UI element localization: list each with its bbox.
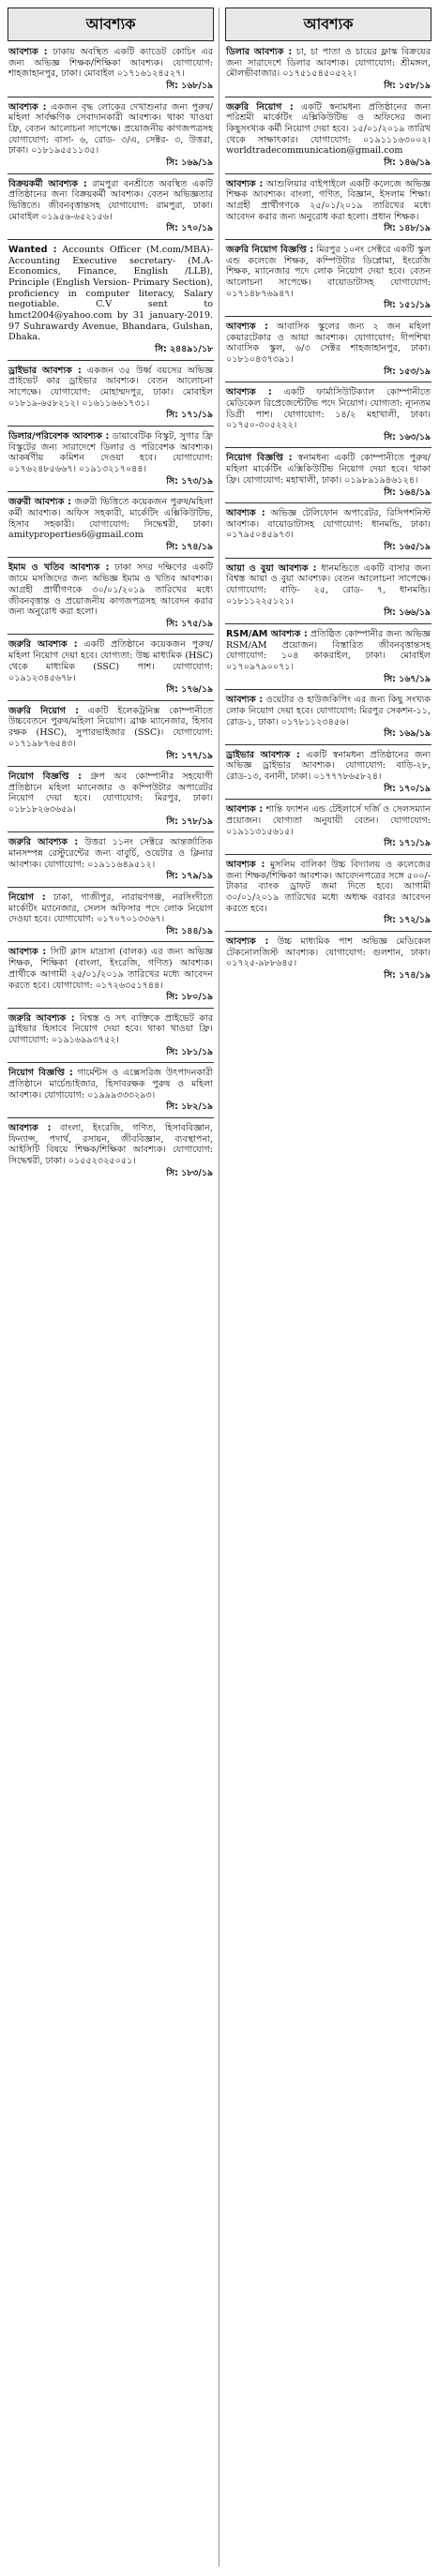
ad-code: সি: ১৭৪/১৯ [166, 542, 213, 553]
ad-separator [225, 173, 431, 174]
ad-text: আবাসিক স্কুলের জন্য ২ জন মহিলা কেয়ারটেকার ও আয়া আবশ্যক। যোগাযোগ: দীপশিখা আবাসিক স্কুল, ৬/৩ সেক্টর শাহজাহানপুর, ঢাকা। ০১৮১০৪৩৭৩৯১। [226, 321, 431, 365]
classified-ad [225, 804, 431, 850]
classified-ad [225, 695, 431, 741]
left-ad-list [8, 47, 214, 1179]
ad-text: চা, চা পাতা ও চায়ের ফ্লাস্ক বিক্রয়ের জন্য সারাদেশে ডিলার আবশ্যক। যোগাযোগ: শ্রীমঙ্গল, মৌলভীবাজার। ০১৭৫১৫৪৫০৫২২। [226, 47, 431, 80]
ad-separator [8, 1062, 214, 1063]
ad-body [226, 102, 431, 157]
classifieds-page [8, 7, 431, 2567]
ad-body [226, 179, 431, 223]
classified-ad [8, 47, 214, 93]
ad-separator [8, 831, 214, 832]
ad-separator [225, 558, 431, 559]
ad-body [226, 453, 431, 486]
ad-code: সি: ১৭০/১৯ [166, 223, 213, 234]
ad-code: সি: ১৬৪/১৯ [384, 487, 431, 498]
classified-ad [8, 1068, 214, 1114]
classified-ad [8, 245, 214, 356]
classified-ad [8, 497, 214, 553]
ad-code: সি: ১৬৭/১৯ [384, 673, 431, 684]
classified-ad [225, 563, 431, 620]
ad-code: সি: ১৪৮/১৯ [384, 223, 431, 234]
ad-separator [8, 941, 214, 942]
ad-text: ওয়েটার ও হাউজকিপিং এর জন্য কিছু সংখ্যক লোক নিয়োগ দেয়া হবে। যোগাযোগ: মিরপুর সেকশন-১১, রোড-১, ঢাকা। ০১৭৮১১২৩৪৫৬। [226, 695, 431, 727]
right-column [225, 7, 431, 981]
ad-separator [8, 887, 214, 888]
ad-body [8, 837, 213, 870]
ad-code: সি: ১৪৪/১৯ [166, 926, 213, 936]
ad-body [226, 322, 431, 366]
ad-keyword: আবশ্যক : [226, 936, 269, 947]
ad-separator [8, 360, 214, 361]
ad-keyword: আয়া ও বুয়া আবশ্যক : [226, 562, 317, 574]
ad-text: উচ্চ মাধ্যমিক পাশ অভিজ্ঞ মেডিকেল টেকনোলজিস্ট আবশ্যক। যোগাযোগ: গুলশান, ঢাকা। ০১৭২৫-৯৮৮৬৪৫। [226, 936, 431, 969]
ad-text: একটি ফার্মাসিউটিক্যাল কোম্পানীতে মেডিকেল রিপ্রেজেন্টেটিভ পদে নিয়োগ। যোগ্যতা: ন্যূনতম ডিগ্রী পাশ। যোগাযোগ: ১৪/২ মহাখালী, ঢাকা। ০১৭৫০-৩০৫২২২। [226, 387, 431, 431]
ad-code: সি: ১৭৯/১৯ [166, 871, 213, 882]
classified-ad [8, 431, 214, 487]
ad-body [226, 860, 431, 915]
ad-separator [225, 799, 431, 800]
ad-keyword: আবশ্যক : [8, 101, 47, 112]
ad-code: সি: ১৭২/১৯ [384, 915, 431, 926]
ad-body [8, 179, 213, 223]
ad-keyword: জরুরি নিয়োগ বিজ্ঞপ্তি : [226, 244, 314, 255]
ad-separator [8, 700, 214, 701]
classified-ad [225, 47, 431, 93]
ad-code: সি: ১৭৮/১৯ [166, 816, 213, 827]
ad-separator [8, 173, 214, 174]
ad-body [226, 245, 431, 300]
ad-text: গ্রুপ অব কোম্পানীর সহযোগী প্রতিষ্ঠানে মহিলা ম্যানেজার ও কম্পিউটার অপারেটর নিয়োগ দেয়া হবে। যোগাযোগ: মিরপুর, ঢাকা। ০১৮১৮২৬৩৬৫৯। [8, 771, 213, 816]
ad-code: সি: ১৮১/১৯ [166, 1046, 213, 1057]
ad-body [8, 562, 213, 618]
ad-body [8, 892, 213, 925]
ad-separator [8, 634, 214, 635]
classified-ad [8, 366, 214, 422]
ad-separator [225, 239, 431, 240]
ad-text: শান্তি ফ্যাশন এন্ড টেইলার্সে দর্জি ও সেলসম্যান প্রয়োজন। যোগ্যতা অনুযায়ী বেতন। যোগাযোগ: ০১৯১১৩১৫৬১৫। [226, 804, 431, 837]
ad-code: সি: ১৭৭/১৯ [166, 750, 213, 761]
ad-keyword: আবশ্যক : [226, 321, 268, 332]
ad-text: একটি ইলেকট্রনিক্স কোম্পানীতে উচ্চবেতনে পুরুষ/মহিলা নিয়োগ। ব্রাঞ্চ ম্যানেজার, হিসাব রক্ষক (HSC), সুপারভাইজার (SSC)। যোগাযোগ: ০১৭১৯৮৭৬৫৪৩। [8, 705, 213, 749]
ad-body [8, 245, 213, 343]
ad-keyword: আবশ্যক : [226, 859, 265, 870]
ad-keyword: ইমাম ও খতিব আবশ্যক : [8, 562, 110, 574]
classified-ad [8, 179, 214, 235]
ad-separator [225, 502, 431, 503]
ad-body [226, 387, 431, 431]
ad-separator [225, 744, 431, 745]
ad-code: সি: ১৬৮/১৯ [166, 81, 213, 92]
ad-keyword: জরুরি নিয়োগ : [226, 101, 294, 112]
classified-ad [225, 936, 431, 982]
ad-text: বিশ্বস্ত ও সৎ ব্যক্তিকে প্রাইভেট কার ড্রাইভার হিসাবে নিয়োগ দেয়া হবে। থাকা খাওয়া ফ্রি। যোগাযোগ: ০১৯১৬৯৯৩৭৫২। [8, 1012, 213, 1046]
ad-separator [225, 316, 431, 317]
ad-separator [8, 426, 214, 427]
ad-keyword: আবশ্যক : [226, 804, 264, 816]
classified-ad [8, 947, 214, 1003]
ad-text: ঢাকা সদর দক্ষিণের একটি জামে মসজিদের জন্য অভিজ্ঞ ইমাম ও খতিব আবশ্যক। আগ্রহী প্রার্থীগণকে ৩০/০১/২০১৯ তারিখের মধ্যে জীবনবৃত্তান্ত ও প্রয়োজনীয় কাগজপত্রসহ আবেদন করার জন্য অনুরোধ করা হলো। [8, 562, 214, 618]
ad-code: সি: ১৭৫/১৯ [166, 619, 213, 629]
classified-ad [225, 179, 431, 235]
classified-ad [225, 102, 431, 170]
classified-ad [8, 1013, 214, 1059]
ad-text: মিরপুর ১০নং সেক্টরে একটি স্কুল এন্ড কলেজে শিক্ষক, কম্পিউটার ডিপ্লোমা, ইংরেজি শিক্ষক, ম্যানেজার পদে লোক নিয়োগ দেয়া হবে। বেতন আলোচনা সাপেক্ষে। বায়োডাটাসহ যোগাযোগ: ০১৭১৪৮৭৬৯৪৭। [226, 244, 431, 299]
classified-ad [225, 322, 431, 378]
ad-text: ঢাকায় অবস্থিত একটি ক্যাডেট কোচিং এর জন্য অভিজ্ঞ শিক্ষক/শিক্ষিকা আবশ্যক। যোগাযোগ: শাহজাহানপুর, ঢাকা। মোবাইল ০১৭১৬১২৪৫২৭। [8, 47, 213, 80]
ad-code: সি: ১৮০/১৯ [166, 992, 213, 1003]
ad-text: একটি স্বনামধন্য প্রতিষ্ঠানের জন্য অভিজ্ঞ ড্রাইভার আবশ্যক। যোগাযোগ: বাড়ি-২৮, রোড-১৩, বনানী, ঢাকা। ০১৭৭৭৮৬৫৮২৪। [226, 749, 431, 783]
ad-keyword: আবশ্যক : [8, 47, 48, 57]
ad-separator [225, 854, 431, 855]
classified-ad [8, 1123, 214, 1179]
ad-keyword: নিয়োগ বিজ্ঞপ্তি : [226, 453, 293, 464]
ad-body [226, 563, 431, 607]
ad-code: সি: ১৫৩/১৯ [384, 366, 431, 377]
ad-keyword: ডিলার/পরিবেশক আবশ্যক : [8, 430, 110, 442]
ad-separator [8, 239, 214, 240]
ad-body [8, 639, 213, 683]
ad-text: ধানমন্ডিতে একটি বাসার জন্য বিশ্বস্ত আয়া ও বুয়া আবশ্যক। বেতন আলোচনা সাপেক্ষে। যোগাযোগ: বাড়ি- ২৫, রোড- ৭, ধানমন্ডি। ০১৮১১২২৫১২১। [226, 562, 431, 607]
ad-text: আশুলিয়ার বাইপাইলে একটি কলেজে অভিজ্ঞ শিক্ষক আবশ্যক। বাংলা, গণিত, বিজ্ঞান, ইসলাম শিক্ষা। আগ্রহী প্রার্থীগণকে ২৫/০১/২০১৯ তারিখের মধ্যে আবেদন করার জন্য অনুরোধ করা হলো। প্রধান শিক্ষক। [226, 178, 431, 222]
ad-text: Accounts Officer (M.com/MBA)-Accounting Executive secretary- (M.A-Economics, Finance, English /LLB), Principle (English Version- Primary Section), proficiency in computer literacy, Salary negotiable. C.V sent to hmct2004@yahoo.com by 31 january-2019. 97 Suhrawardy Avenue, Bhandara, Gulshan, Dhaka. [8, 244, 213, 343]
ad-separator [8, 1008, 214, 1009]
ad-keyword: Wanted : [8, 244, 57, 255]
ad-code: সি: ১৭১/১৯ [384, 838, 431, 849]
ad-keyword: আবশ্যক : [226, 387, 272, 398]
ad-body [8, 497, 213, 541]
ad-separator [8, 1117, 214, 1118]
classified-ad [8, 706, 214, 762]
ad-text: একটি স্বনামধন্য প্রতিষ্ঠানের জন্য পরিশ্রমী মার্কেটিং এক্সিকিউটিভ ও অফিসের জন্য কিছুসংখ্যক কর্মী নিয়োগ দেয়া হবে। ১৫/০১/২০১৯ তারিখ থেকে সাক্ষাৎকার। যোগাযোগ: ০১৯১১১৬৩০০২। worldtradecommunication@gmail.com [226, 101, 431, 157]
left-column-header: আবশ্যক [8, 7, 214, 41]
classified-ad [8, 892, 214, 938]
ad-body [8, 947, 213, 991]
right-ad-list [225, 47, 431, 981]
ad-keyword: নিয়োগ : [8, 891, 46, 903]
column-divider [219, 7, 220, 2567]
classified-ad [8, 562, 214, 630]
ad-body [226, 47, 431, 80]
classified-ad [225, 629, 431, 685]
ad-text: একজন ৩৫ উর্ধ্ব বয়সের অভিজ্ঞ প্রাইভেট কার ড্রাইভার আবশ্যক। বেতন আলোচনা সাপেক্ষে। যোগাযোগ: মোহাম্মদপুর, ঢাকা। মোবাইল ০১৮১৯-৬৫৮২১২। ০১৬১১৬৬১৭৩১। [8, 365, 213, 409]
ad-keyword: জরুরি আবশ্যক : [8, 837, 79, 848]
ad-code: সি: ১৪৬/১৯ [384, 157, 431, 169]
ad-code: সি: ১৬৩/১৯ [384, 431, 431, 442]
ad-code: সি: ১৭৪/১৯ [384, 969, 431, 981]
classified-ad [8, 837, 214, 883]
ad-body [8, 102, 213, 157]
ad-code: সি: ১৬৯/১৯ [384, 728, 431, 740]
classified-ad [225, 508, 431, 554]
ad-body [226, 750, 431, 783]
ad-body [8, 47, 213, 80]
ad-text: গার্মেন্টস ও এক্সেসরিজ উৎপাদনকারী প্রতিষ্ঠানে মার্চেন্ডাইজার, হিসাবরক্ষক পুরুষ ও মহিলা আবশ্যক। যোগাযোগ: ০১৯৯৯৩৩৩২৯৩। [8, 1068, 213, 1101]
ad-keyword: আবশ্যক : [226, 695, 264, 706]
classified-ad [8, 639, 214, 696]
ad-keyword: আবশ্যক : [8, 1122, 52, 1133]
ad-separator [8, 766, 214, 767]
ad-separator [8, 557, 214, 558]
ad-separator [225, 447, 431, 448]
ad-body [226, 695, 431, 727]
ad-keyword: জরুরী আবশ্যক : [8, 497, 71, 508]
ad-keyword: আবশ্যক : [226, 178, 264, 189]
ad-keyword: RSM/AM আবশ্যক : [226, 628, 308, 639]
ad-text: একজন বৃদ্ধ লোকের দেখাশুনার জন্য পুরুষ/মহিলা সার্বক্ষণিক সেবাদানকারী আবশ্যক। থাকা খাওয়া ফ্রি, বেতন আলোচনা সাপেক্ষে। প্রয়োজনীয় কাগজপত্রসহ যোগাযোগ: বাসা- ৬, রোড- ৩/এ, সেক্টর- ৩, উত্তরা, ঢাকা। ০১৮১৯৫৫১১৩৫। [8, 101, 213, 157]
ad-body [8, 771, 213, 816]
ad-code: সি: ১৮২/১৯ [166, 1101, 213, 1113]
ad-code: সি: ১৫৮/১৯ [384, 81, 431, 92]
classified-ad [8, 102, 214, 170]
classified-ad [225, 387, 431, 443]
ad-body [8, 1013, 213, 1046]
ad-text: স্বনামধন্য একটি কোম্পানীতে পুরুষ/মহিলা মার্কেটিং এক্সিকিউটিভ নিয়োগ দেয়া হবে। থাকা ফ্রি। যোগাযোগ: মহাখালী, ঢাকা। ০১৯৮৯১৯৪৬১২৪। [226, 453, 431, 486]
ad-code: সি: ১৬৬/১৯ [384, 607, 431, 619]
classified-ad [225, 860, 431, 927]
ad-keyword: ডিলার আবশ্যক : [226, 47, 293, 57]
ad-text: মুসলিম বালিকা উচ্চ বিদ্যালয় ও কলেজের জন্য শিক্ষক/শিক্ষিকা আবশ্যক। আবেদনপত্রের সঙ্গে ৫০০/- টাকার ব্যাংক ড্রাফট জমা দিতে হবে। আগামী ৩০/০১/২০১৯ তারিখের মধ্যে অধ্যক্ষ বরাবর আবেদন করতে হবে। [226, 859, 431, 914]
ad-body [8, 706, 213, 750]
ad-separator [225, 689, 431, 690]
ad-keyword: জরুরি আবশ্যক : [8, 1012, 75, 1024]
ad-keyword: নিয়োগ বিজ্ঞপ্তি : [8, 771, 82, 783]
ad-separator [8, 491, 214, 492]
ad-code: সি: ১৭০/১৯ [384, 783, 431, 794]
classified-ad [8, 771, 214, 828]
ad-code: সি: ১৬৫/১৯ [384, 542, 431, 553]
classified-ad [225, 453, 431, 499]
ad-body [8, 1068, 213, 1101]
ad-code: সি: ১৬৯/১৯ [166, 157, 213, 169]
ad-body [226, 629, 431, 673]
ad-body [8, 366, 213, 410]
ad-keyword: নিয়োগ বিজ্ঞপ্তি : [8, 1068, 73, 1079]
ad-text: ঢাকা, গাজীপুর, নারায়ণগঞ্জ, নরসিংদীতে মার্কেটিং ম্যানেজার, সেলস অফিসার পদে লোক নিয়োগ দেওয়া হবে। যোগাযোগ: ০১৭০৭০১৩৩৬৭। [8, 891, 213, 925]
ad-body [226, 508, 431, 541]
ad-code: সি: ২৪৪৯১/১৮ [155, 344, 213, 355]
ad-keyword: ড্রাইভার আবশ্যক : [226, 749, 300, 760]
ad-body [226, 936, 431, 969]
classified-ad [225, 245, 431, 312]
ad-code: সি: ১৫১/১৯ [384, 300, 431, 311]
ad-code: সি: ১৭৩/১৯ [166, 475, 213, 487]
ad-body [8, 431, 213, 475]
ad-keyword: জরুরি আবশ্যক : [8, 639, 78, 651]
right-column-header: আবশ্যক [225, 7, 431, 41]
ad-keyword: আবশ্যক : [226, 507, 265, 518]
ad-text: ডায়াবেটিক বিস্কুট, সুগার ফ্রি বিস্কুটের জন্য সারাদেশে ডিলার ও পরিবেশক আবশ্যক। আকর্ষণীয় কমিশন দেওয়া হবে। যোগাযোগ: ০১৭৬২৪৮৫৬৬৭। ০১৯১৩২১৭০৪৪। [8, 430, 213, 475]
ad-separator [225, 623, 431, 624]
ad-text: প্রতিষ্ঠিত কোম্পানীর জন্য অভিজ্ঞ RSM/AM প্রয়োজন। বিস্তারিত জীবনবৃত্তান্তসহ যোগাযোগ: ১০৪ কাকরাইল, ঢাকা। মোবাইল ০১৭০৯৭৯০০৭১। [226, 628, 431, 672]
ad-code: সি: ১৮৩/১৯ [166, 1167, 213, 1178]
ad-text: একটি প্রতিষ্ঠানে কয়েকজন পুরুষ/মহিলা নিয়োগ দেয়া হবে। যোগ্যতা: উচ্চ মাধ্যমিক (HSC) থেকে মাধ্যমিক (SSC) পাশ। যোগাযোগ: ০১৯১২৩৪৫৬৭৮। [8, 639, 213, 683]
ad-code: সি: ১৭১/১৯ [166, 410, 213, 421]
classified-ad [225, 750, 431, 796]
ad-text: উত্তরা ১১নং সেক্টরে আন্তর্জাতিক মানসম্পন্ন রেস্টুরেন্টের জন্য বাবুর্চি, ওয়েটার ও ক্লিনার আবশ্যক। যোগাযোগ: ০১৯১১৬৪৯৫১২। [8, 837, 214, 870]
left-column [8, 7, 214, 1179]
ad-text: সিটি ক্লাস মাদ্রাসা (বালক) এর জন্য অভিজ্ঞ শিক্ষক, শিক্ষিকা (বাংলা, ইংরেজি, গণিত) আবশ্যক। প্রার্থীকে আগামী ২৫/০১/২০১৯ তারিখের মধ্যে আবেদন করতে হবে। যোগাযোগ: ০১৭২৬৩৫১৭৪৪। [8, 947, 213, 991]
ad-text: অভিজ্ঞ টেলিফোন অপারেটর, রিসিপশনিস্ট আবশ্যক। বায়োডাটাসহ যোগাযোগ: ধানমন্ডি, ঢাকা। ০১৭৯৫০৪৫৯৭৩। [226, 507, 431, 541]
ad-keyword: বিক্রয়কর্মী আবশ্যক : [8, 178, 87, 189]
ad-separator [225, 931, 431, 932]
ad-text: জরুরী ভিত্তিতে কয়েকজন পুরুষ/মহিলা কর্মী আবশ্যক। অফিস সহকারী, মার্কেটিং এক্সিকিউটিভ, হিসাব সহকারী। যোগাযোগ: সিদ্ধেশ্বরী, ঢাকা। amityproperties6@gmail.com [8, 497, 213, 541]
ad-keyword: ড্রাইভার আবশ্যক : [8, 365, 82, 376]
ad-code: সি: ১৭৬/১৯ [166, 684, 213, 696]
ad-body [8, 1123, 213, 1167]
ad-body [226, 804, 431, 837]
ad-keyword: আবশ্যক : [8, 947, 47, 958]
ad-text: রামপুরা বনশ্রীতে অবস্থিত একটি প্রতিষ্ঠানের জন্য বিক্রয়কর্মী আবশ্যক। বেতন অভিজ্ঞতার ভিত্তিতে। জীবনবৃত্তান্তসহ যোগাযোগ: রামপুরা, ঢাকা। মোবাইল ০১৯৫৬-৬৫২১৫৬। [8, 178, 213, 222]
ad-text: বাংলা, ইংরেজি, গণিত, হিসাববিজ্ঞান, ফিন্যান্স, পদার্থ, রসায়ন, জীববিজ্ঞান, ব্যবস্থাপনা, আইসিটি বিষয়ে শিক্ষক/শিক্ষিকা আবশ্যক। যোগাযোগ: সিদ্ধেশ্বরী, ঢাকা। ০১৫৫২৩২৫০৫১। [8, 1122, 213, 1167]
ad-keyword: জরুরি নিয়োগ : [8, 705, 79, 716]
